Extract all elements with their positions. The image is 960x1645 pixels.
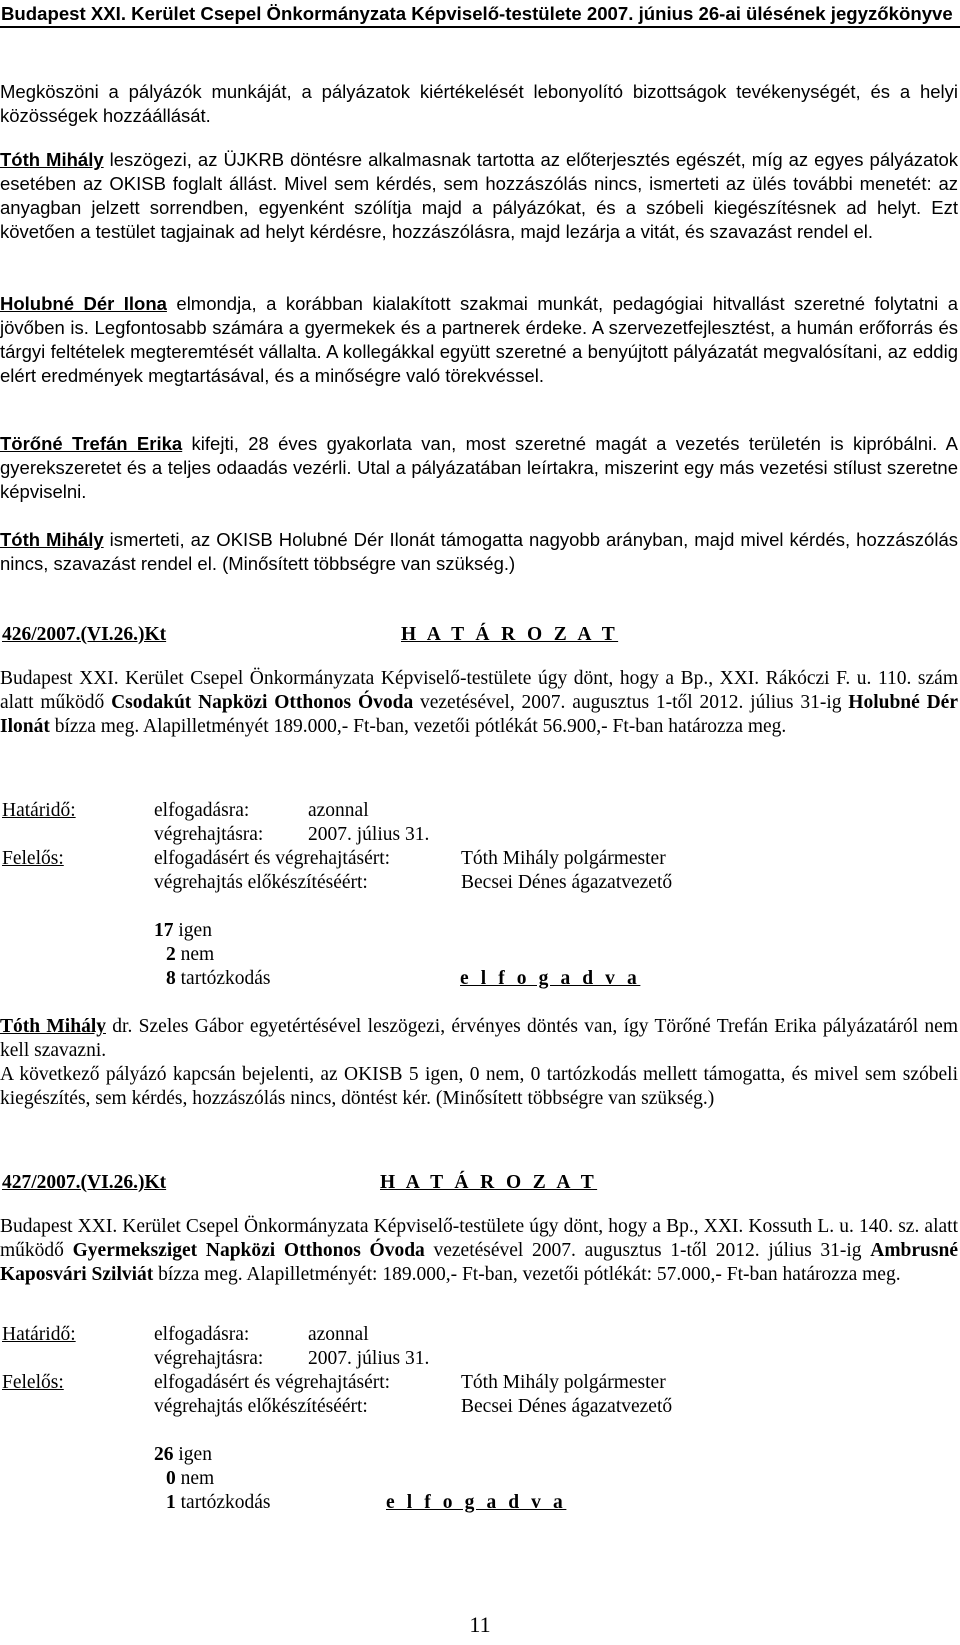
paragraph-next-applicant: A következő pályázó kapcsán bejelenti, az OKISB 5 igen, 0 nem, 0 tartózkodás mellett támogatta, és mivel sem szóbeli kiegészítés, sem kérdés, hozzászólás nincs, döntést kér. (Minősített többségre van szükség.) <box>0 1064 958 1109</box>
resolution-id: 426/2007.(VI.26.)Kt <box>2 624 167 645</box>
vote-abstain <box>166 1491 271 1515</box>
resolution-body <box>0 1215 958 1287</box>
resolution-text: vezetésével, 2007. augusztus 1-től 2012. július 31-ig <box>413 692 849 713</box>
vote-count: 17 <box>154 920 174 941</box>
vote-no <box>166 1467 214 1491</box>
responsible-value: Tóth Mihály polgármester <box>461 1372 666 1393</box>
resolution-text: Budapest XXI. Kerület Csepel Önkormányzata Képviselő-testülete úgy dönt, hogy a Bp., XXI. Rákóczi F. u. 110. szám alatt működő <box>0 668 958 713</box>
vote-label: tartózkodás <box>175 1492 271 1513</box>
deadline-value: 2007. július 31. <box>308 1348 430 1369</box>
deadline-label: Határidő: <box>2 1324 76 1345</box>
deadline-item: elfogadásra: <box>154 800 250 821</box>
responsible-item: végrehajtás előkészítéséért: <box>154 1396 368 1417</box>
vote-label: igen <box>173 920 212 941</box>
page-number: 11 <box>469 1612 491 1637</box>
vote-count: 0 <box>166 1468 176 1489</box>
speaker-name: Tóth Mihály <box>0 149 104 170</box>
responsible-value: Becsei Dénes ágazatvezető <box>461 872 673 893</box>
paragraph-toth-vote <box>0 528 958 576</box>
deadline-value: azonnal <box>308 800 369 821</box>
resolution-text: Budapest XXI. Kerület Csepel Önkormányzata Képviselő-testülete úgy dönt, hogy a Bp., XXI. Kossuth L. u. 140. sz. alatt működő <box>0 1216 958 1261</box>
vote-label: nem <box>175 1468 215 1489</box>
paragraph-text: elmondja, a korábban kialakított szakmai munkát, pedagógiai hitvallást szeretné folytatni a jövőben is. Legfontosabb számára a gyermekek és a partnerek érdeke. A szervezetfejlesztést, a humán erőforrás és tárgyi feltételek megteremtését vállalta. A kollegákkal együtt szeretné a benyújtott pályázatát megvalósítani, az eddig elért eredmények megtartásával, és a minőségre való törekvéssel. <box>0 293 958 386</box>
responsible-label: Felelős: <box>2 1372 64 1393</box>
responsible-label: Felelős: <box>2 848 64 869</box>
responsible-item: elfogadásért és végrehajtásért: <box>154 1372 391 1393</box>
paragraph-toth-intro <box>0 148 958 244</box>
appointee-name: Ambrusné Kaposvári Szilviát <box>0 1240 958 1285</box>
speaker-name: Tóth Mihály <box>0 529 104 550</box>
deadline-value: azonnal <box>308 1324 369 1345</box>
resolution-id: 427/2007.(VI.26.)Kt <box>2 1172 167 1193</box>
speaker-name: Tóth Mihály <box>0 1016 106 1037</box>
responsible-item: elfogadásért és végrehajtásért: <box>154 848 391 869</box>
institution-name: Csodakút Napközi Otthonos Óvoda <box>111 692 414 713</box>
resolution-text: bízza meg. Alapilletményét: 189.000,- Ft-ban, vezetői pótlékát: 57.000,- Ft-ban határozza meg. <box>153 1264 901 1285</box>
vote-count: 8 <box>166 968 176 989</box>
institution-name: Gyermeksziget Napközi Otthonos Óvoda <box>72 1240 425 1261</box>
responsible-value: Becsei Dénes ágazatvezető <box>461 1396 673 1417</box>
paragraph-text: ismerteti, az OKISB Holubné Dér Ilonát támogatta nagyobb arányban, majd mivel kérdés, hozzászólás nincs, szavazást rendel el. (Minősített többségre van szükség.) <box>0 529 958 574</box>
paragraph-text: kifejti, 28 éves gyakorlata van, most szeretné magát a vezetés területén is kipróbálni. A gyerekszeretet és a teljes odaadás vezérli. Utal a pályázatában leírtakra, miszerint egy más vezetési stílust szeretne képviselni. <box>0 433 958 502</box>
deadline-item: végrehajtásra: <box>154 824 264 845</box>
vote-result: e l f o g a d v a <box>460 968 641 989</box>
paragraph-torone <box>0 432 958 504</box>
vote-label: nem <box>175 944 215 965</box>
speaker-name: Holubné Dér Ilona <box>0 293 167 314</box>
vote-yes <box>154 919 212 943</box>
speaker-name: Törőné Trefán Erika <box>0 433 183 454</box>
responsible-value: Tóth Mihály polgármester <box>461 848 666 869</box>
resolution-heading: H A T Á R O Z A T <box>380 1172 598 1193</box>
vote-count: 26 <box>154 1444 174 1465</box>
paragraph-text: leszögezi, az ÜJKRB döntésre alkalmasnak tartotta az előterjesztés egészét, míg az egyes pályázatok esetében az OKISB foglalt állást. Mivel sem kérdés, sem hozzászólás nincs, ismerteti az ülés további menetét: az anyagban jelzett sorrendben, egyenként szólítja majd a pályázókat, és a szóbeli kiegészítésnek ad helyt. Ezt követően a testület tagjainak ad helyt kérdésre, hozzászólásra, majd lezárja a vitát, és szavazást rendel el. <box>0 149 958 242</box>
paragraph-thanks: Megköszöni a pályázók munkáját, a pályázatok kiértékelését lebonyolító bizottságok tevékenységét, és a helyi közösségek hozzáállását. <box>0 81 958 126</box>
resolution-text: vezetésével 2007. augusztus 1-től 2012. július 31-ig <box>424 1240 871 1261</box>
page-header: Budapest XXI. Kerület Csepel Önkormányzata Képviselő-testülete 2007. június 26-ai ülésének jegyzőkönyve <box>0 0 960 28</box>
vote-abstain <box>166 967 271 991</box>
vote-yes <box>154 1443 212 1467</box>
vote-label: tartózkodás <box>175 968 271 989</box>
vote-count: 2 <box>166 944 176 965</box>
resolution-heading: H A T Á R O Z A T <box>401 624 619 645</box>
paragraph-holubne <box>0 292 958 388</box>
deadline-item: végrehajtásra: <box>154 1348 264 1369</box>
vote-no <box>166 943 214 967</box>
paragraph-text: dr. Szeles Gábor egyetértésével leszögezi, érvényes döntés van, így Törőné Trefán Erika pályázatáról nem kell szavazni. <box>0 1016 958 1061</box>
resolution-text: bízza meg. Alapilletményét 189.000,- Ft-ban, vezetői pótlékát 56.900,- Ft-ban határozza meg. <box>49 716 787 737</box>
deadline-item: elfogadásra: <box>154 1324 250 1345</box>
appointee-name: Holubné Dér Ilonát <box>0 692 958 737</box>
resolution-body <box>0 667 958 739</box>
vote-result: e l f o g a d v a <box>386 1492 567 1513</box>
deadline-label: Határidő: <box>2 800 76 821</box>
paragraph-toth-valid <box>0 1015 958 1063</box>
vote-count: 1 <box>166 1492 176 1513</box>
vote-label: igen <box>173 1444 212 1465</box>
responsible-item: végrehajtás előkészítéséért: <box>154 872 368 893</box>
deadline-value: 2007. július 31. <box>308 824 430 845</box>
